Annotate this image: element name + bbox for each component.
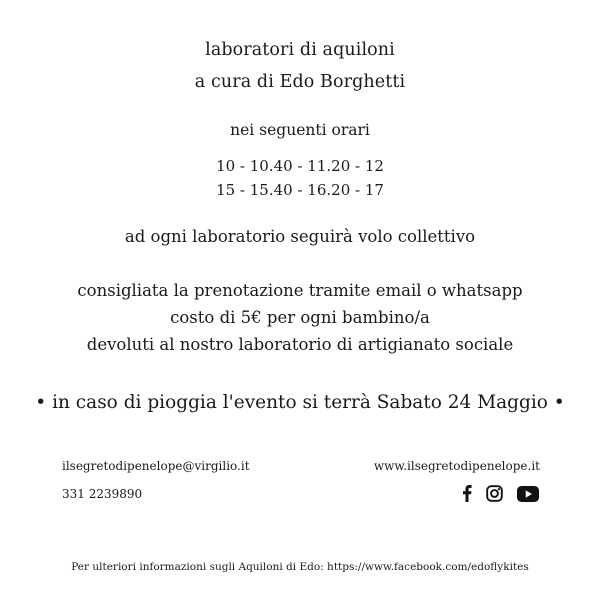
rain-notice: • in caso di pioggia l'evento si terrà Sabato 24 Maggio • xyxy=(35,392,565,413)
booking-line-3: devoluti al nostro laboratorio di artigianato sociale xyxy=(86,335,514,354)
booking-line-1: consigliata la prenotazione tramite email o whatsapp xyxy=(77,281,523,300)
website-link[interactable]: www.ilsegretodipenelope.it xyxy=(373,459,540,473)
social-links xyxy=(462,485,539,502)
facebook-icon[interactable] xyxy=(462,485,472,502)
instagram-icon[interactable] xyxy=(486,485,503,502)
flight-note: ad ogni laboratorio seguirà volo collettivo xyxy=(124,227,476,246)
email-link[interactable]: ilsegretodipenelope@virgilio.it xyxy=(62,459,250,473)
footer-info: Per ulteriori informazioni sugli Aquiloni di Edo: https://www.facebook.com/edoflykites xyxy=(71,561,529,573)
schedule-morning: 10 - 10.40 - 11.20 - 12 xyxy=(216,157,384,175)
youtube-icon[interactable] xyxy=(517,486,539,502)
schedule-afternoon: 15 - 15.40 - 16.20 - 17 xyxy=(216,181,384,199)
booking-line-2: costo di 5€ per ogni bambino/a xyxy=(170,308,430,327)
title-line-1: laboratori di aquiloni xyxy=(205,40,395,60)
title-line-2: a cura di Edo Borghetti xyxy=(194,72,406,92)
phone-number: 331 2239890 xyxy=(62,487,143,501)
schedule-intro: nei seguenti orari xyxy=(230,121,370,139)
